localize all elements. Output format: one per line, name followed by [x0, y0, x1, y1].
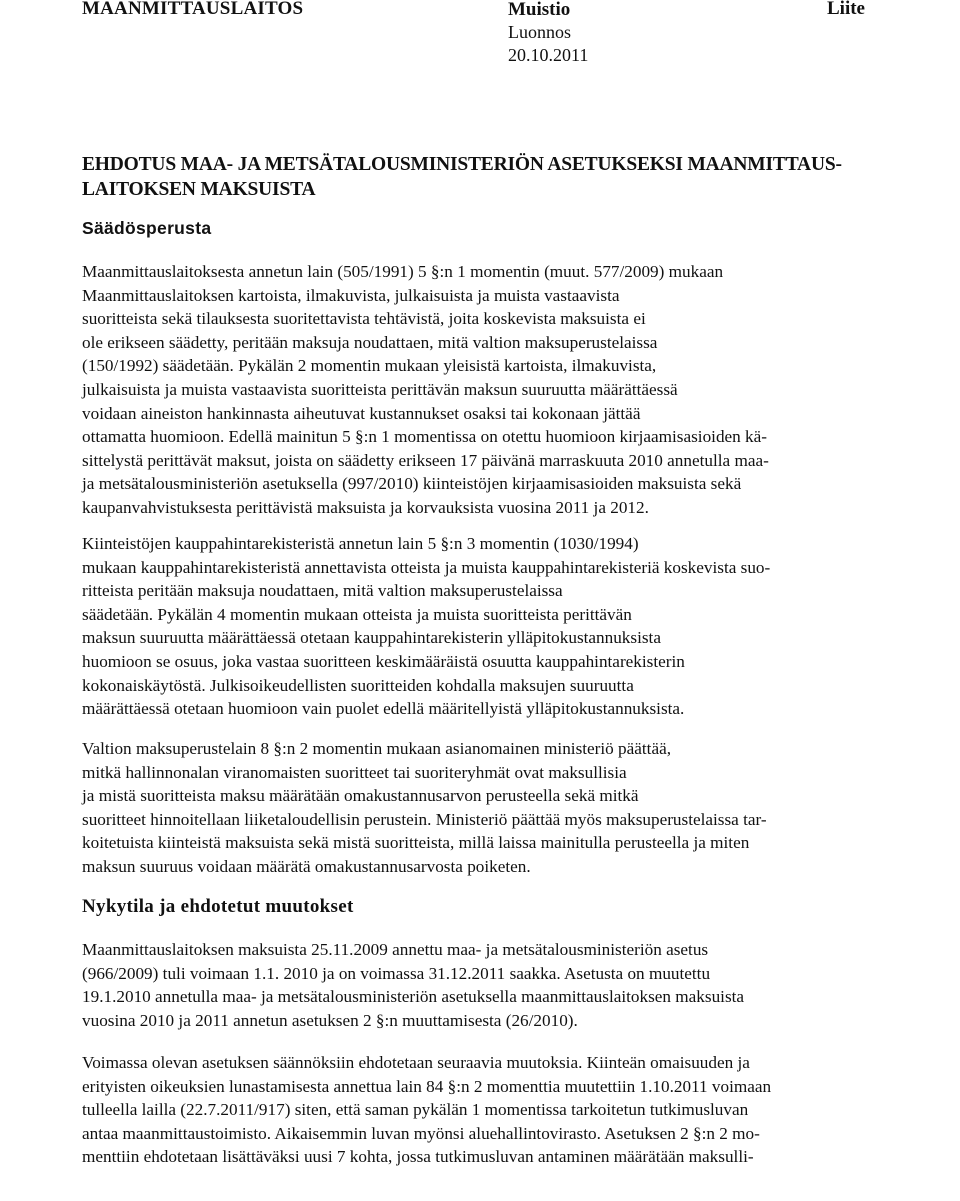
text-line: Kiinteistöjen kauppahintarekisteristä annetun lain 5 §:n 3 momentin (1030/1994): [82, 534, 639, 553]
text-line: mitkä hallinnonalan viranomaisten suoritteet tai suoriteryhmät ovat maksullisia: [82, 762, 627, 782]
title-line: EHDOTUS MAA- JA METSÄTALOUSMINISTERIÖN ASETUKSEKSI MAANMITTAUS-: [82, 154, 842, 175]
text-line: 19.1.2010 annetulla maa- ja metsätalousministeriön asetuksella maanmittauslaitoksen maksuista: [82, 987, 745, 1007]
text-line: Maanmittauslaitoksesta annetun lain (505/1991) 5 §:n 1 momentin (muut. 577/2009) mukaan: [82, 262, 724, 281]
paragraph-price-register: [82, 532, 882, 721]
text-line: määrättäessä otetaan huomioon vain puolet edellä määritellyistä ylläpitokustannuksista.: [82, 699, 685, 719]
organization-name: MAANMITTAUSLAITOS: [82, 0, 304, 19]
text-line: maksun suuruutta määrättäessä otetaan kauppahintarekisterin ylläpitokustannuksista: [82, 628, 661, 648]
text-line: suoritteista sekä tilauksesta suoritettavista tehtävistä, joita koskevista maksuista ei: [82, 309, 646, 329]
text-line: antaa maanmittaustoimisto. Aikaisemmin luvan myönsi aluehallintovirasto. Asetuksen 2 §:n 2 mo-: [82, 1123, 760, 1143]
document-type: Muistio: [508, 0, 571, 20]
document-status: Luonnos: [508, 22, 571, 42]
title-line: LAITOKSEN MAKSUISTA: [82, 179, 316, 200]
paragraph-current-decree: [82, 938, 882, 1032]
document-title: [82, 152, 912, 202]
text-line: julkaisuista ja muista vastaavista suoritteista perittävän maksun suuruutta määrättäessä: [82, 379, 678, 399]
text-line: suoritteet hinnoitellaan liiketaloudellisin perustein. Ministeriö päättää myös maksuperustelaissa tar-: [82, 809, 767, 829]
text-line: tulleella lailla (22.7.2011/917) siten, että saman pykälän 1 momentissa tarkoitetun tutkimusluvan: [82, 1100, 749, 1120]
text-line: voidaan aineiston hankinnasta aiheutuvat kustannukset osaksi tai kokonaan jättää: [82, 403, 641, 423]
text-line: vuosina 2010 ja 2011 annetun asetuksen 2 §:n muuttamisesta (26/2010).: [82, 1010, 578, 1030]
document-meta: [508, 0, 588, 67]
text-line: koitetuista kiinteistä maksuista sekä mistä suoritteista, millä laissa mainitulla perusteella ja miten: [82, 833, 750, 853]
document-date: 20.10.2011: [508, 45, 589, 65]
text-line: kaupanvahvistuksesta perittävistä maksuista ja korvauksista vuosina 2011 ja 2012.: [82, 497, 649, 517]
text-line: kokonaiskäytöstä. Julkisoikeudellisten suoritteiden kohdalla maksujen suuruutta: [82, 675, 634, 695]
attachment-label: Liite: [827, 0, 865, 19]
text-line: erityisten oikeuksien lunastamisesta annettua lain 84 §:n 2 momenttia muutettiin 1.10.2011 voimaan: [82, 1076, 772, 1096]
text-line: ottamatta huomioon. Edellä mainitun 5 §:n 1 momentissa on otettu huomioon kirjaamisasioiden kä-: [82, 427, 767, 447]
text-line: Maanmittauslaitoksen maksuista 25.11.2009 annettu maa- ja metsätalousministeriön asetus: [82, 940, 709, 959]
text-line: mukaan kauppahintarekisteristä annettavista otteista ja muista kauppahintarekisteriä koskevista suo-: [82, 557, 771, 577]
text-line: ja metsätalousministeriön asetuksella (997/2010) kiinteistöjen kirjaamisasioiden maksuista sekä: [82, 474, 742, 494]
text-line: huomioon se osuus, joka vastaa suoritteen keskimääräistä osuutta kauppahintarekisterin: [82, 651, 685, 671]
section-heading-legal-basis: Säädösperusta: [82, 218, 212, 238]
text-line: Maanmittauslaitoksen kartoista, ilmakuvista, julkaisuista ja muista vastaavista: [82, 285, 620, 305]
text-line: (966/2009) tuli voimaan 1.1. 2010 ja on voimassa 31.12.2011 saakka. Asetusta on muutettu: [82, 963, 711, 983]
text-line: menttiin ehdotetaan lisättäväksi uusi 7 kohta, jossa tutkimusluvan antaminen määrätään maksulli-: [82, 1147, 754, 1167]
text-line: (150/1992) säädetään. Pykälän 2 momentin mukaan yleisistä kartoista, ilmakuvista,: [82, 356, 657, 376]
text-line: Valtion maksuperustelain 8 §:n 2 momentin mukaan asianomainen ministeriö päättää,: [82, 739, 672, 758]
text-line: Voimassa olevan asetuksen säännöksiin ehdotetaan seuraavia muutoksia. Kiinteän omaisuuden ja: [82, 1053, 750, 1072]
section-heading-current-state: Nykytila ja ehdotetut muutokset: [82, 896, 354, 917]
text-line: ole erikseen säädetty, peritään maksuja noudattaen, mitä valtion maksuperustelaissa: [82, 332, 658, 352]
text-line: sittelystä perittävät maksut, joista on säädetty erikseen 17 päivänä marraskuuta 2010 annetulla maa-: [82, 450, 769, 470]
paragraph-proposed-changes: [82, 1051, 882, 1169]
text-line: ritteista peritään maksuja noudattaen, mitä valtion maksuperustelaissa: [82, 581, 563, 601]
text-line: säädetään. Pykälän 4 momentin mukaan otteista ja muista suoritteista perittävän: [82, 604, 632, 624]
text-line: maksun suuruus voidaan määrätä omakustannusarvosta poiketen.: [82, 856, 531, 876]
paragraph-legal-basis: [82, 260, 882, 520]
text-line: ja mistä suoritteista maksu määrätään omakustannusarvon perusteella sekä mitkä: [82, 786, 639, 806]
paragraph-fee-act: [82, 737, 882, 879]
